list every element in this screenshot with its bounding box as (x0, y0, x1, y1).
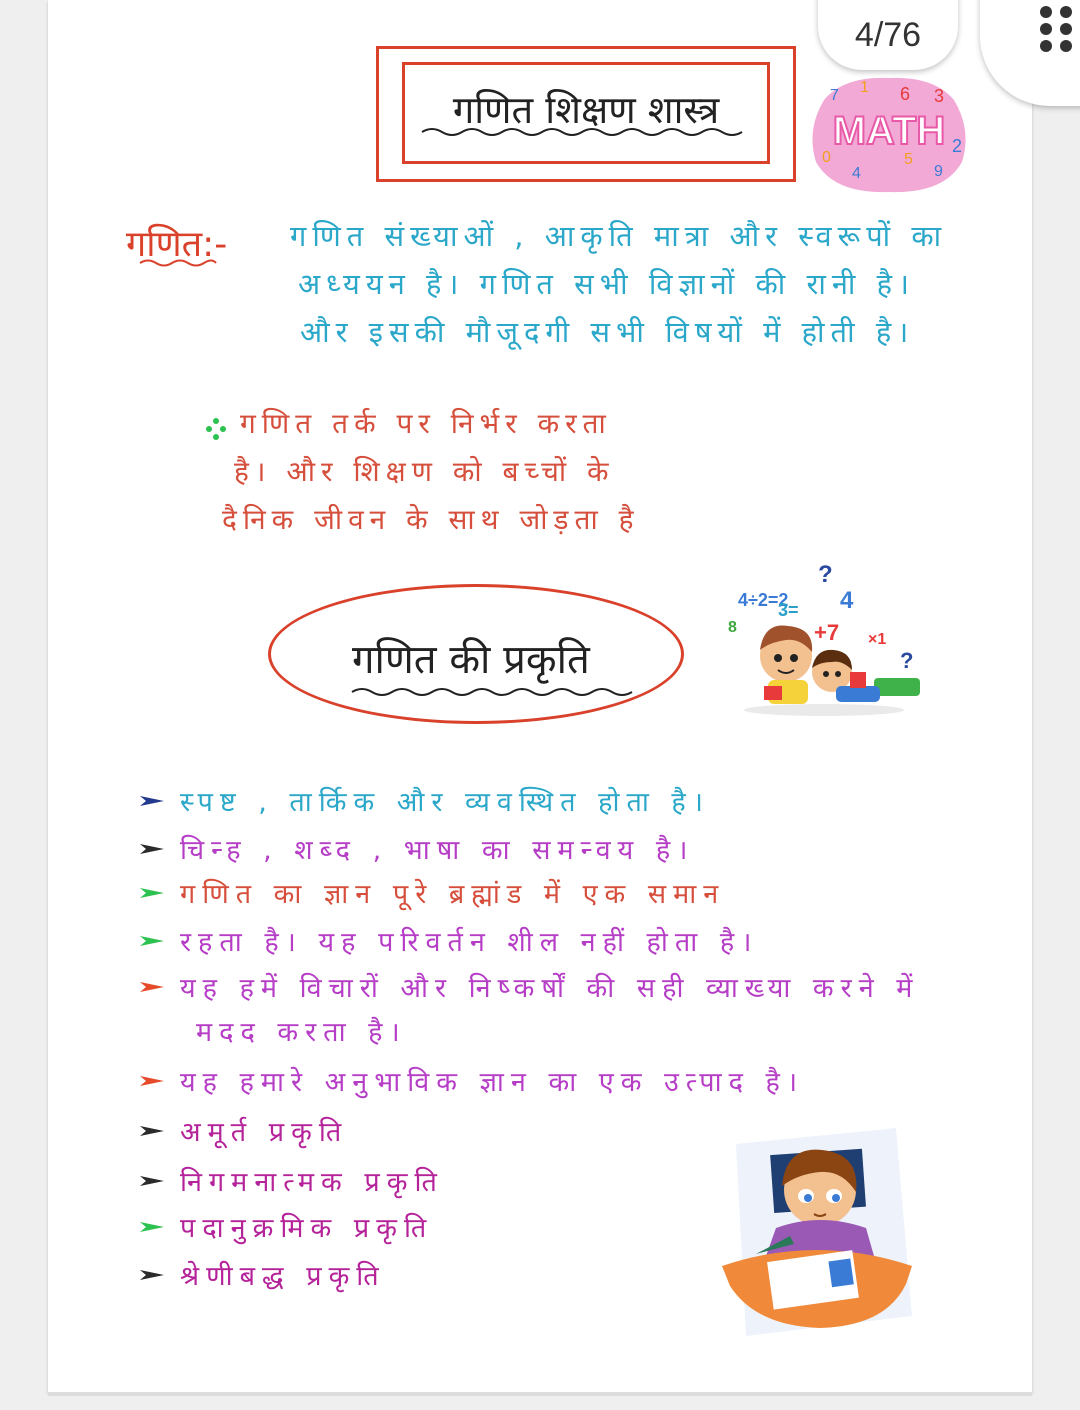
section-title: गणित की प्रकृति (352, 637, 590, 683)
note-line: है। और शिक्षण को बच्चों के (234, 455, 615, 488)
section-title-underline (350, 684, 640, 700)
definition-label: गणित:- (126, 224, 228, 265)
nature-point-text: गणित का ज्ञान पूरे ब्रह्मांड में एक समान (180, 879, 726, 910)
nature-point (140, 1062, 804, 1099)
math-word: MATH (832, 109, 946, 153)
nature-point-text: चिन्ह , शब्द , भाषा का समन्वय है। (180, 835, 695, 866)
more-dots-icon[interactable] (1040, 6, 1074, 52)
note-line: दैनिक जीवन के साथ जोड़ता है (222, 503, 640, 536)
nature-point-text: यह हमें विचारों और निष्कर्षों की सही व्याख्या करने में (180, 973, 920, 1004)
kids-math-illustration (724, 560, 924, 720)
nature-point (140, 922, 758, 959)
nature-point-text: श्रेणीबद्ध प्रकृति (180, 1261, 386, 1292)
definition-line: अध्ययन है। गणित सभी विज्ञानों की रानी है। (298, 267, 916, 301)
badge-digit: 5 (904, 151, 913, 168)
definition-line: गणित संख्याओं , आकृति मात्रा और स्वरूपों का (290, 219, 948, 253)
svg-text:4: 4 (840, 587, 854, 614)
badge-digit: 6 (900, 84, 911, 104)
nature-point (140, 830, 695, 867)
nature-point (140, 1208, 433, 1245)
nature-point-continuation: मदद करता है। (196, 1017, 407, 1048)
nature-point-text: निगमनात्मक प्रकृति (180, 1167, 444, 1198)
nature-point (140, 782, 710, 819)
arrow-bullet-icon (140, 1268, 164, 1282)
svg-text:?: ? (818, 561, 833, 588)
svg-text:+7: +7 (814, 620, 840, 645)
note-bullet-icon (206, 418, 226, 440)
svg-text:3=: 3= (778, 600, 799, 620)
nature-point-text: पदानुक्रमिक प्रकृति (180, 1213, 434, 1244)
nature-point-text: रहता है। यह परिवर्तन शील नहीं होता है। (180, 927, 759, 958)
nature-point-text: यह हमारे अनुभाविक ज्ञान का एक उत्पाद है। (180, 1067, 805, 1098)
arrow-bullet-icon (140, 1174, 164, 1188)
arrow-bullet-icon (140, 1124, 164, 1138)
definition-line: और इसकी मौजूदगी सभी विषयों में होती है। (300, 315, 915, 349)
badge-digit: 7 (830, 87, 839, 104)
arrow-bullet-icon (140, 886, 164, 900)
page-counter: 4/76 (818, 0, 958, 70)
svg-text:?: ? (900, 648, 914, 673)
nature-point-text: स्पष्ट , तार्किक और व्यवस्थित होता है। (180, 787, 710, 818)
arrow-bullet-icon (140, 934, 164, 948)
badge-digit: 4 (852, 165, 861, 182)
nature-point-text: अमूर्त प्रकृति (180, 1117, 349, 1148)
math-badge-image (804, 70, 974, 198)
badge-digit: 3 (934, 86, 945, 106)
nature-point (140, 1162, 444, 1199)
badge-digit: 1 (860, 79, 869, 96)
nature-point (140, 874, 725, 911)
arrow-bullet-icon (140, 1220, 164, 1234)
title-frame-inner (402, 62, 770, 164)
page-divider (48, 1392, 1032, 1396)
page-title: गणित शिक्षण शास्त्र (452, 88, 720, 132)
title-underline (420, 124, 750, 140)
boy-studying-illustration (716, 1116, 916, 1340)
definition-label-underline (138, 256, 218, 270)
arrow-bullet-icon (140, 980, 164, 994)
badge-digit: 9 (934, 163, 943, 180)
svg-text:8: 8 (728, 619, 737, 636)
arrow-bullet-icon (140, 1074, 164, 1088)
note-line: गणित तर्क पर निर्भर करता (240, 407, 612, 440)
badge-digit: 0 (822, 149, 831, 166)
arrow-bullet-icon (140, 794, 164, 808)
badge-digit: 2 (952, 136, 963, 156)
arrow-bullet-icon (140, 842, 164, 856)
svg-text:×1: ×1 (868, 631, 887, 648)
nature-point (140, 1256, 386, 1293)
nature-point (140, 968, 919, 1005)
nature-point (140, 1112, 348, 1149)
svg-text:4÷2=2: 4÷2=2 (738, 590, 789, 610)
